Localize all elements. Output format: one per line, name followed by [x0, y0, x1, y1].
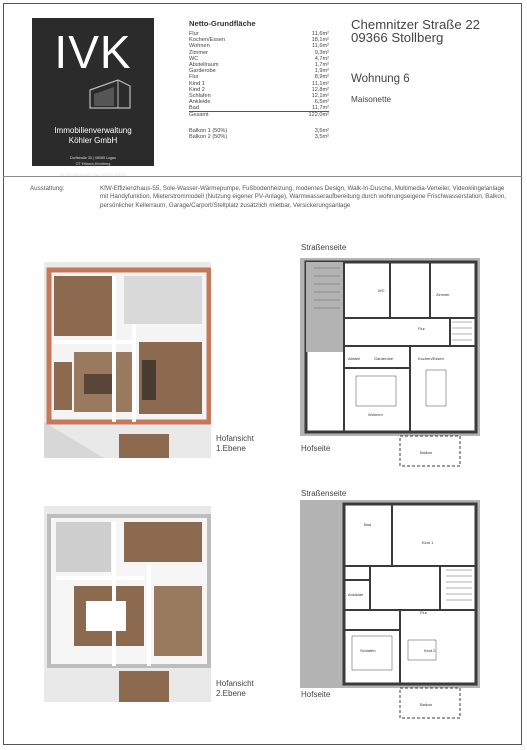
area-room: Flur: [189, 31, 199, 37]
area-value: 6,5m²: [314, 99, 329, 106]
features-label: Ausstattung:: [30, 185, 65, 192]
area-value: 11,1m²: [312, 80, 329, 87]
area-title: Netto-Grundfläche: [189, 19, 256, 28]
area-room: Abstellraum: [189, 61, 219, 68]
area-room: Bad: [189, 105, 199, 112]
area-room: Ankleide: [189, 99, 211, 106]
area-room: Garderobe: [189, 68, 216, 75]
area-total-row: [189, 111, 329, 118]
room-label: Flur: [420, 610, 427, 615]
area-value: 1,7m²: [314, 61, 329, 68]
unit-type: Maisonette: [351, 95, 392, 104]
area-value: 18,1m²: [311, 37, 329, 44]
balcony-value: 3,5m²: [314, 133, 329, 140]
balcony-row: [189, 134, 329, 140]
area-room: Kochen/Essen: [189, 37, 226, 44]
room-label: Wohnen: [368, 412, 383, 417]
divider: [3, 176, 522, 177]
features-text: KfW-Effizienzhaus-55, Sole-Wasser-Wärmepumpe, Fußbodenheizung, modernes Design, Walk-In-Dusche, Multimedia-Verteiler, Videoklingelanlage mit Handyfunktion, Mieterstrommodell (Nutzung eigener PV-Anlage), Warmwasseraufbereitung durch wohnungseigene Frischwasserstation, Balkon, persönlicher Kellerraum, Garage/Carport/Stellplatz zusätzlich mietbar, Versickerungsanlage: [100, 185, 506, 209]
logo-line1: Immobilienverwaltung: [54, 126, 132, 135]
room-label: WC: [378, 288, 385, 293]
company-logo: [32, 18, 154, 177]
area-total-label: Gesamt: [189, 112, 209, 119]
area-room: Flur: [189, 74, 199, 81]
area-value: 11,7m²: [312, 105, 329, 112]
balcony-value: 3,5m²: [314, 127, 329, 134]
area-table: [189, 19, 329, 140]
room-label: Zimmer: [436, 292, 450, 297]
city: 09366 Stollberg: [351, 30, 444, 45]
area-value: 11,6m²: [312, 43, 329, 50]
caption-level: 1.Ebene: [216, 443, 246, 453]
street-side-label-2: Straßenseite: [301, 489, 347, 498]
balcony-label: Balkon 2 (50%): [189, 133, 228, 140]
render-level2: [44, 506, 211, 702]
area-room: Kind 1: [189, 80, 205, 87]
caption-view: Hofansicht: [216, 679, 254, 688]
area-room: Zimmer: [189, 49, 208, 56]
area-value: 12,8m²: [311, 86, 329, 93]
room-label: Kochen/Essen: [418, 356, 444, 361]
house-icon: [88, 76, 132, 110]
property-address: [351, 18, 480, 44]
yard-side-label-2: Hofseite: [301, 690, 331, 699]
yard-side-label-1: Hofseite: [301, 444, 331, 453]
room-label: Garderobe: [374, 356, 394, 361]
area-value: 9,3m²: [314, 49, 329, 56]
room-label: Kind 1: [422, 540, 434, 545]
room-label: Balkon: [420, 702, 433, 707]
room-label: Balkon: [420, 450, 433, 455]
street: Chemnitzer Straße 22: [351, 17, 480, 32]
area-value: 11,6m²: [312, 31, 329, 37]
render-level1: [44, 262, 211, 458]
area-value: 8,9m²: [314, 74, 329, 81]
logo-address2: OT Erlbach-Kirchberg: [75, 162, 111, 166]
floorplan-level1: [300, 258, 480, 470]
area-room: Schlafen: [189, 92, 211, 99]
caption-level1: [216, 434, 254, 453]
area-total-value: 122,0m²: [308, 112, 329, 119]
logo-line2: Köhler GmbH: [68, 136, 118, 145]
room-label: Bad: [364, 522, 372, 527]
room-label: Kind 2: [424, 648, 436, 653]
caption-level: 2.Ebene: [216, 688, 246, 698]
unit-number: Wohnung 6: [351, 73, 410, 85]
room-label: Flur: [418, 326, 425, 331]
area-value: 1,9m²: [314, 68, 329, 75]
room-label: Ankleide: [348, 592, 364, 597]
logo-phone: Tel: 037295 541115 | Fax: 037295 541001: [59, 173, 127, 177]
street-side-label-1: Straßenseite: [301, 243, 347, 252]
area-room: Kind 2: [189, 86, 205, 93]
caption-view: Hofansicht: [216, 434, 254, 443]
logo-mark: IVK: [54, 26, 132, 78]
room-label: Schlafen: [360, 648, 376, 653]
floorplan-level2: [300, 500, 480, 722]
area-value: 4,7m²: [314, 55, 329, 62]
balcony-label: Balkon 1 (50%): [189, 127, 228, 134]
area-value: 12,1m²: [311, 92, 329, 99]
caption-level2: [216, 679, 254, 698]
room-label: Abstell: [348, 356, 361, 361]
logo-address1: Dorfstraße 35 | 08085 Lugau: [70, 156, 116, 160]
area-room: WC: [189, 55, 199, 62]
area-room: Wohnen: [189, 43, 210, 50]
